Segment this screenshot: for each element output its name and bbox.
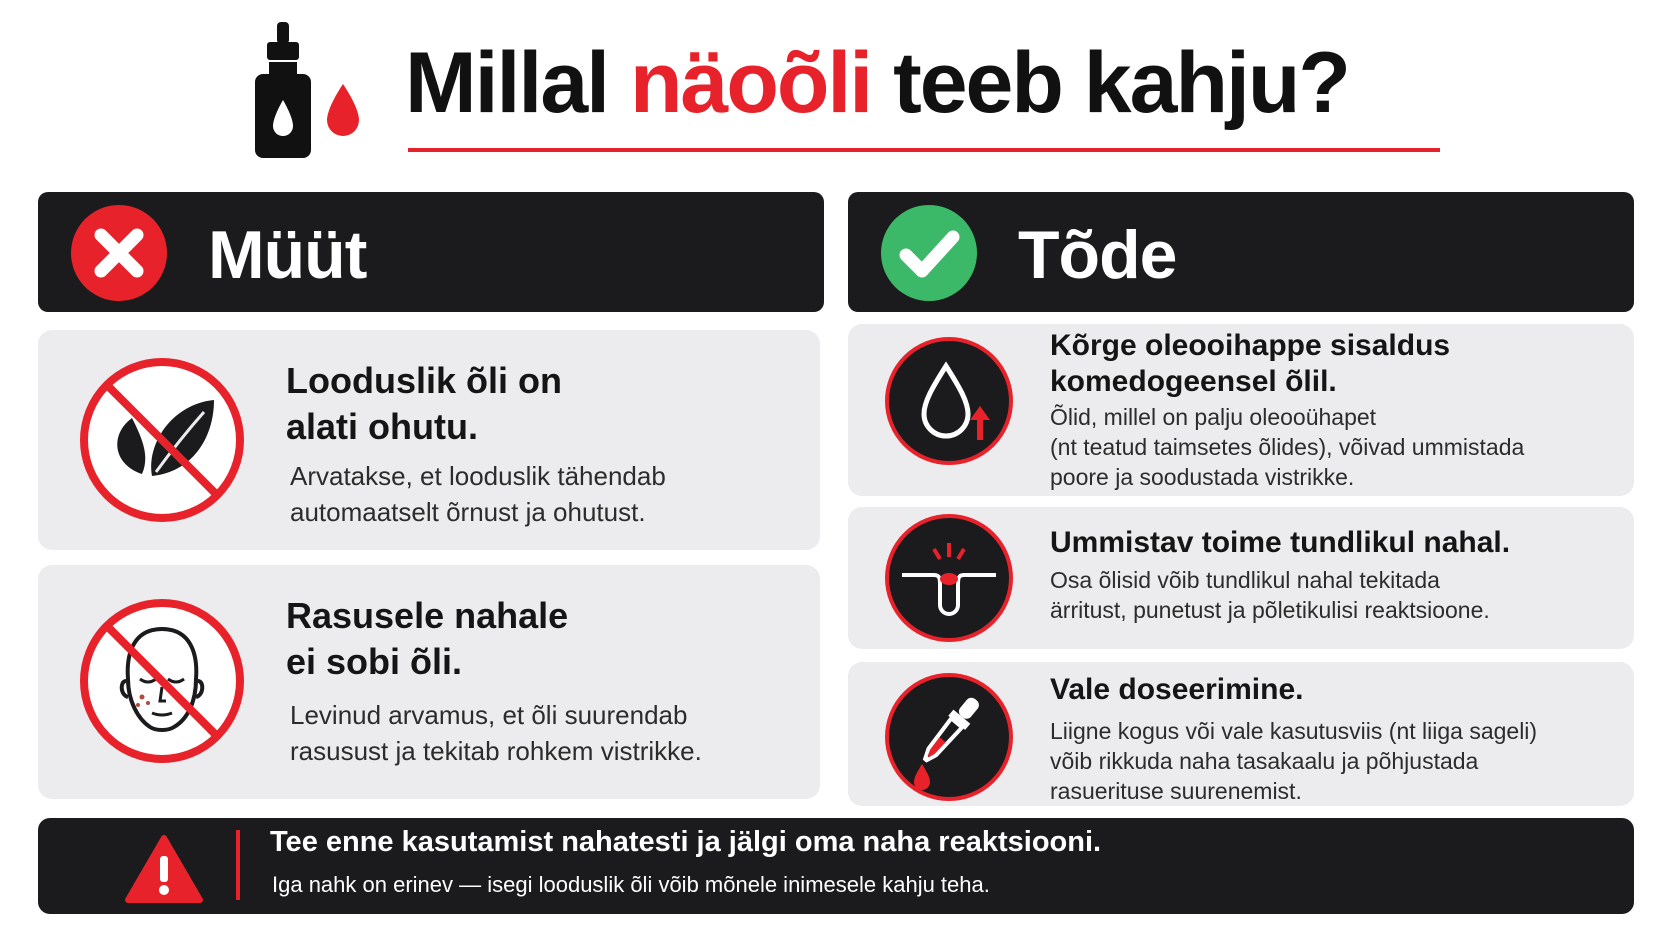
page-header [0,0,1672,180]
footer-divider [236,830,240,900]
warning-triangle-icon [124,834,204,904]
no-leaf-icon [76,354,248,526]
body-line: Levinud arvamus, et õli suurendab [290,700,688,730]
body-line: Osa õlisid võib tundlikul nahal tekitada [1050,567,1440,593]
truth-header [848,192,1634,312]
truth-body [1050,402,1524,492]
myth-header [38,192,824,312]
body-line: ärritust, punetust ja põletikulisi reaktsioone. [1050,597,1490,623]
drop-arrow-up-icon [884,336,1014,466]
heading-line: Rasusele nahale [286,595,569,636]
footer-banner [38,818,1634,914]
body-line: võib rikkuda naha tasakaalu ja põhjustada [1050,748,1479,774]
title-underline [408,148,1440,152]
body-line: (nt teatud taimsetes õlides), võivad ummistada [1050,434,1525,460]
body-line: Liigne kogus või vale kasutusviis (nt liiga sageli) [1050,718,1538,744]
truth-card [848,507,1634,649]
myth-title: Müüt [208,217,367,293]
truth-card [848,324,1634,496]
heading-line: Looduslik õli on [286,360,562,401]
x-circle-icon [70,204,168,302]
myth-heading [286,358,562,450]
body-line: rasusust ja tekitab rohkem vistrikke. [290,736,702,766]
myth-card [38,565,820,799]
truth-heading [1050,525,1510,561]
truth-body [1050,565,1490,625]
truth-card [848,662,1634,806]
truth-body [1050,716,1537,806]
heading-line: Kõrge oleooihappe sisaldus [1050,329,1451,362]
body-line: Arvatakse, et looduslik tähendab [290,461,666,491]
no-oily-face-icon [76,595,248,767]
heading-line: Vale doseerimine. [1050,673,1304,706]
myth-body [290,458,666,530]
myth-card [38,330,820,550]
footer-main-text: Tee enne kasutamist nahatesti ja jälgi oma naha reaktsiooni. [270,826,1102,858]
heading-line: alati ohutu. [286,406,478,447]
body-line: Õlid, millel on palju oleooühapet [1050,404,1377,430]
myth-body [290,697,702,769]
footer-sub-text: Iga nahk on erinev — isegi looduslik õli võib mõnele inimesele kahju teha. [272,872,990,897]
heading-line: ei sobi õli. [286,641,463,682]
title-part-1: Millal [405,35,609,131]
body-line: poore ja soodustada vistrikke. [1050,464,1355,490]
page-title [405,35,1349,131]
body-line: automaatselt õrnust ja ohutust. [290,497,646,527]
myth-heading [286,593,568,685]
truth-heading [1050,328,1450,400]
clogged-pore-icon [884,513,1014,643]
oil-bottle-drop-icon [255,22,365,163]
heading-line: Ummistav toime tundlikul nahal. [1050,526,1511,559]
truth-heading [1050,672,1303,708]
title-accent: näoõli [629,35,872,131]
body-line: rasuerituse suurenemist. [1050,778,1302,804]
check-circle-icon [880,204,978,302]
heading-line: komedogeensel õlil. [1050,365,1337,398]
truth-title: Tõde [1018,217,1177,293]
title-part-2: teeb kahju? [893,35,1349,131]
dropper-icon [884,672,1014,802]
